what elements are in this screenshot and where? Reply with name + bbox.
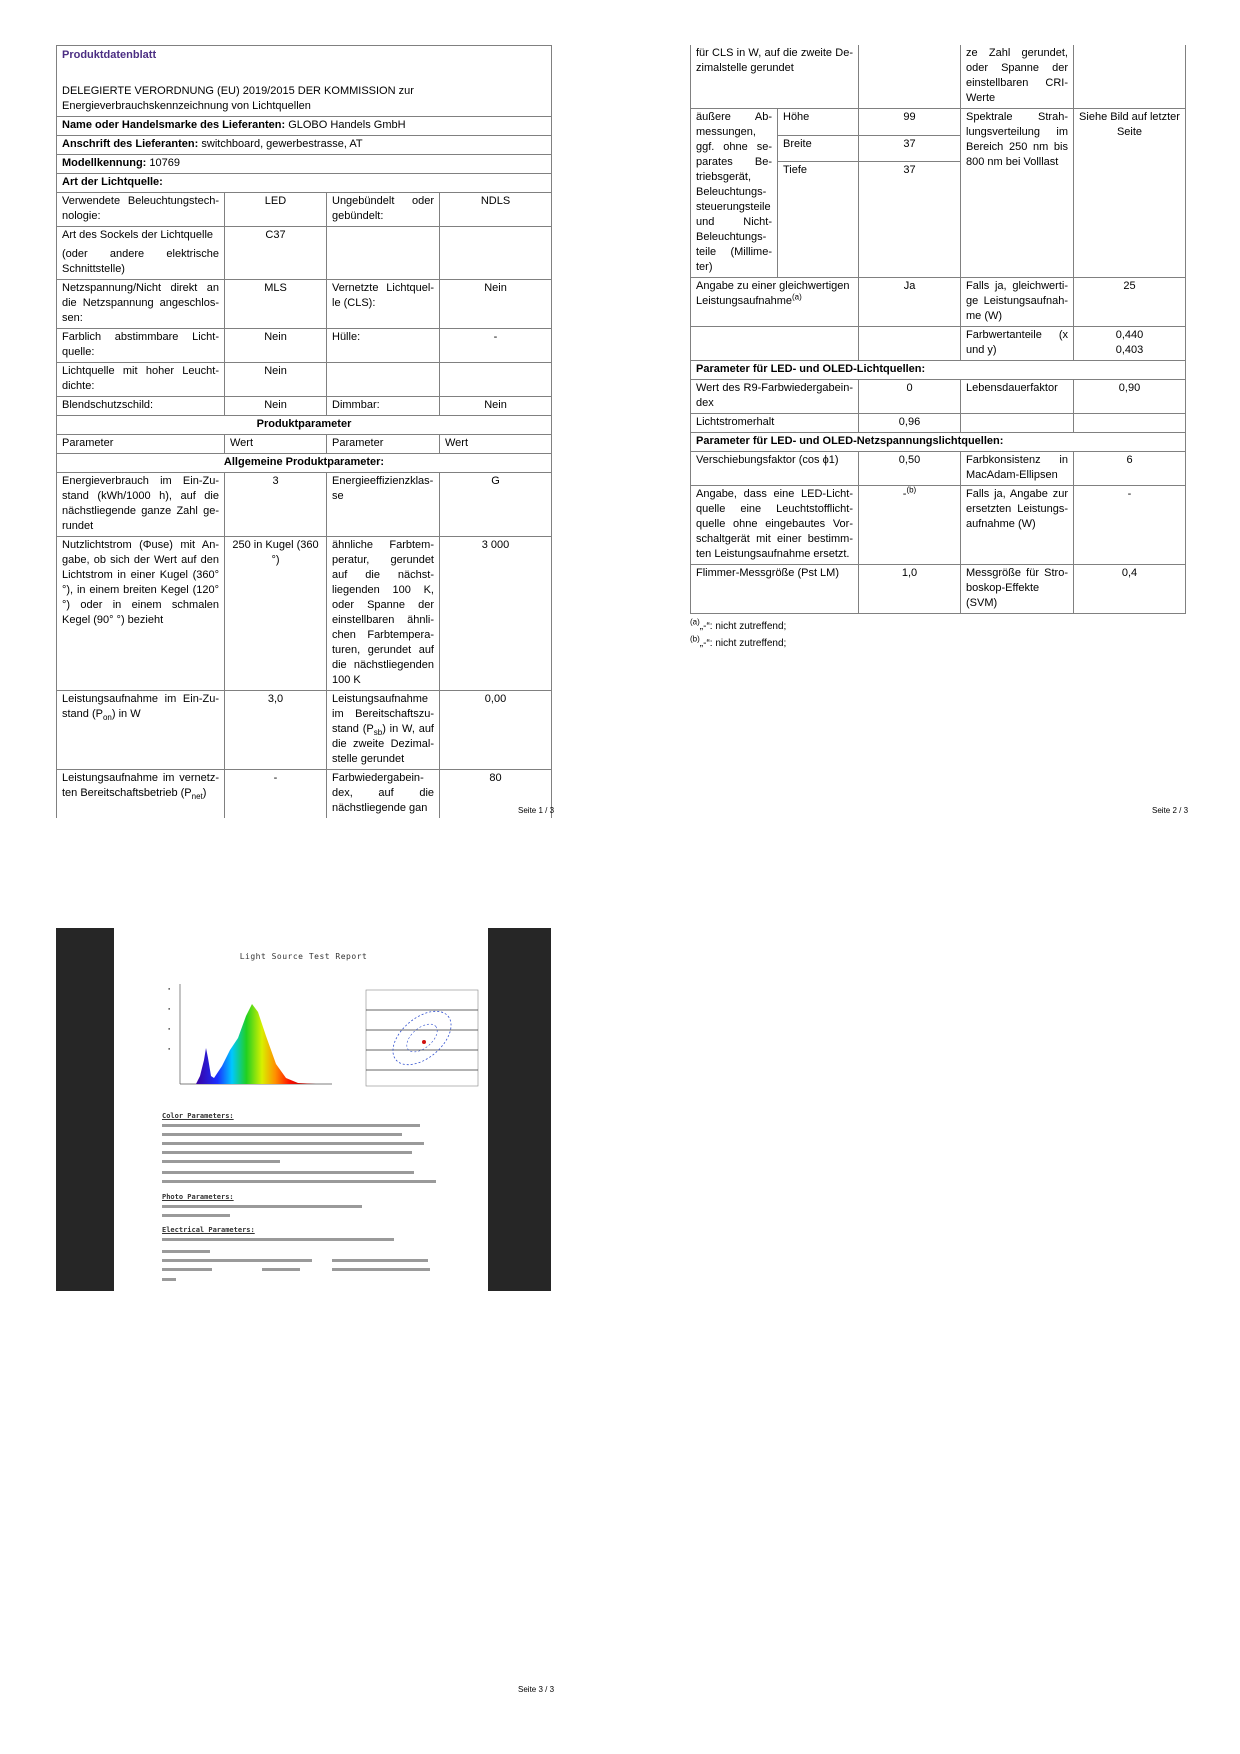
param-value: 0,96: [859, 414, 961, 433]
param-label: Ungebündelt oder gebündelt:: [327, 193, 440, 227]
model-label: Modellkennung:: [62, 157, 147, 169]
label-subscript: on: [102, 713, 112, 723]
table-row: [57, 329, 552, 363]
param-label: äußere Abmessungen, ggf. ohne separates Betriebsgerät, Beleuchtungssteuerungsteile und Nicht-Beleuchtungsteile (Millimeter): [691, 109, 778, 278]
param-label: ze Zahl gerundet, oder Spanne der einstellbaren CRI-Werte: [961, 45, 1074, 109]
param-value: -: [440, 329, 552, 363]
table-row: [57, 363, 552, 397]
report-text-line: [262, 1268, 300, 1271]
label-text: Leistungsaufnahme im vernetzten Bereitschaftsbetrieb (P: [62, 772, 219, 799]
param-label: Lebensdauerfaktor: [961, 380, 1074, 414]
footnotes: [690, 618, 1185, 652]
footnote-b: [690, 635, 1185, 652]
param-label: [57, 691, 225, 770]
param-value: C37: [225, 227, 327, 280]
report-title: Light Source Test Report: [239, 952, 368, 961]
param-value: 0,00: [440, 691, 552, 770]
param-label: Wert des R9-Farbwiedergabeindex: [691, 380, 859, 414]
param-value: [440, 363, 552, 397]
label-text: Angabe zu einer gleichwertigen Leistungsaufnahme: [696, 280, 850, 307]
label-text: Leistungsaufnahme im Bereitschaftszustand (P: [332, 693, 434, 735]
label-subscript: net: [191, 792, 203, 802]
param-label: Energieverbrauch im Ein-Zustand (kWh/1000 h), auf die nächstliegende ganze Zahl gerundet: [57, 473, 225, 537]
dim-filler: [859, 188, 961, 278]
label-text: ) in W, auf die zweite Dezimalstelle gerundet: [332, 723, 434, 765]
param-value: Nein: [225, 329, 327, 363]
param-value: G: [440, 473, 552, 537]
param-label: Dimmbar:: [327, 397, 440, 416]
param-label: Spektrale Strahlungsverteilung im Bereich 250 nm bis 800 nm bei Volllast: [961, 109, 1074, 278]
param-value: [1074, 327, 1186, 361]
table-row: [691, 452, 1186, 486]
photo-params-heading: Photo Parameters:: [162, 1193, 234, 1201]
param-label: Farbkonsistenz in MacAdam-Ellipsen: [961, 452, 1074, 486]
dim-label: Tiefe: [778, 162, 859, 188]
param-label: für CLS in W, auf die zweite Dezimalstelle gerundet: [691, 45, 859, 109]
column-header: Wert: [440, 435, 552, 454]
column-header: Parameter: [57, 435, 225, 454]
datasheet-table-page2: [690, 45, 1186, 614]
param-label: [57, 227, 225, 280]
param-value: [859, 45, 961, 109]
footnote-ref: (b): [906, 485, 917, 495]
param-value: Nein: [440, 397, 552, 416]
report-text-line: [162, 1259, 312, 1262]
product-params-heading: Produktparameter: [57, 416, 552, 435]
report-text-line: [162, 1142, 424, 1145]
param-value: 80: [440, 770, 552, 819]
report-text-line: [162, 1151, 412, 1154]
mains-params-heading: Parameter für LED- und OLED-Netzspannungslichtquellen:: [691, 433, 1186, 452]
footnote-text: „-“: nicht zutreffend;: [699, 638, 787, 649]
right-dark-bar: [488, 928, 551, 1291]
param-label: Messgröße für Stroboskop-Effekte (SVM): [961, 565, 1074, 614]
supplier-name-row: [57, 117, 552, 136]
param-value: 0,50: [859, 452, 961, 486]
regulation-text: DELEGIERTE VERORDNUNG (EU) 2019/2015 DER KOMMISSION zur Energieverbrauchskennzeichnung von Lichtquellen: [57, 84, 552, 117]
color-params-heading: Color Parameters:: [162, 1112, 234, 1120]
param-value: Nein: [225, 363, 327, 397]
dim-value: 37: [859, 135, 961, 162]
param-label: Falls ja, gleichwertige Leistungsaufnahme (W): [961, 278, 1074, 327]
label-text: Leistungsaufnahme im Ein-Zustand (P: [62, 693, 219, 720]
dim-filler: [778, 188, 859, 278]
table-row: [57, 397, 552, 416]
param-label: Falls ja, Angabe zur ersetzten Leistungsaufnahme (W): [961, 486, 1074, 565]
report-text-line: [162, 1160, 280, 1163]
footnote-mark: (a): [690, 617, 700, 627]
param-label: Farbwiedergabeindex, auf die nächstliegende gan: [327, 770, 440, 819]
page-number: Seite 2 / 3: [1152, 806, 1189, 815]
param-label: Flimmer-Messgröße (Pst LM): [691, 565, 859, 614]
param-value: 0,4: [1074, 565, 1186, 614]
empty-cell: [961, 414, 1074, 433]
supplier-address-label: Anschrift des Lieferanten:: [62, 138, 199, 150]
label-text: ): [202, 787, 207, 799]
table-row: [691, 45, 1186, 109]
param-value: [440, 227, 552, 280]
report-text-line: [162, 1171, 414, 1174]
param-value: 250 in Kugel (360 °): [225, 537, 327, 691]
param-label: [691, 278, 859, 327]
empty-cell: [859, 327, 961, 361]
param-label: Lichtquelle mit hoher Leuchtdichte:: [57, 363, 225, 397]
supplier-name-label: Name oder Handelsmarke des Lieferanten:: [62, 119, 286, 131]
table-row: [57, 691, 552, 770]
param-value: 1,0: [859, 565, 961, 614]
param-label-line: (oder andere elektrische Schnittstelle): [62, 248, 219, 275]
param-value: 6: [1074, 452, 1186, 486]
dim-label: Breite: [778, 135, 859, 162]
column-header: Parameter: [327, 435, 440, 454]
param-value: 3,0: [225, 691, 327, 770]
report-text-line: [332, 1268, 430, 1271]
param-label: Farbwertanteile (x und y): [961, 327, 1074, 361]
page-number: Seite 1 / 3: [518, 806, 555, 815]
led-params-heading: Parameter für LED- und OLED-Lichtquellen:: [691, 361, 1186, 380]
param-value: [859, 486, 961, 565]
supplier-address-value: switchboard, gewerbestrasse, AT: [201, 138, 363, 150]
param-label: [57, 770, 225, 819]
param-label: Energieeffizienzklasse: [327, 473, 440, 537]
table-row: [57, 537, 552, 691]
param-label: Verwendete Beleuchtungstechnologie:: [57, 193, 225, 227]
report-text-line: [162, 1180, 436, 1183]
param-value: Siehe Bild auf letzter Seite: [1074, 109, 1186, 278]
chroma-y: 0,403: [1115, 344, 1144, 356]
table-row: [691, 380, 1186, 414]
column-header: Wert: [225, 435, 327, 454]
param-label: [327, 363, 440, 397]
table-row: [691, 278, 1186, 327]
table-row: [691, 565, 1186, 614]
test-report-image: [56, 928, 551, 1291]
param-label: Nutzlichtstrom (Φuse) mit Angabe, ob sich der Wert auf den Lichtstrom in einer Kugel (360° °), in einem breiten Kegel (120° °) oder in einem schmalen Kegel (90° °) bezieht: [57, 537, 225, 691]
label-text: ) in W: [111, 708, 141, 720]
param-label: Lichtstromerhalt: [691, 414, 859, 433]
dim-value: 37: [859, 162, 961, 188]
param-label: Angabe, dass eine LED-Lichtquelle eine Leuchtstofflichtquelle ohne eingebautes Vorschaltgerät mit einer bestimmten Leistungsaufnahme ersetzt.: [691, 486, 859, 565]
param-value: 25: [1074, 278, 1186, 327]
chroma-x: 0,440: [1115, 329, 1144, 341]
dim-label: Höhe: [778, 109, 859, 136]
param-label: Hülle:: [327, 329, 440, 363]
param-value: 3: [225, 473, 327, 537]
param-label: Farblich abstimmbare Lichtquelle:: [57, 329, 225, 363]
label-subscript: sb: [373, 728, 383, 738]
datasheet-table-page1: [56, 45, 555, 818]
left-dark-bar: [56, 928, 114, 1291]
svg-text:▪: ▪: [168, 1006, 171, 1011]
param-label: ähnliche Farbtemperatur, gerundet auf die nächstliegenden 100 K, oder Spanne der einstellbaren ähnlichen Farbtemperaturen, gerundet auf die nächstliegenden 100 K: [327, 537, 440, 691]
param-value: -: [1074, 486, 1186, 565]
svg-text:▪: ▪: [168, 1046, 171, 1051]
value-text: -: [902, 488, 907, 500]
model-value: 10769: [149, 157, 180, 169]
page-2: [690, 45, 1185, 652]
table-row: [57, 473, 552, 537]
footnote-a: [690, 618, 1185, 635]
report-text-line: [162, 1250, 210, 1253]
empty-cell: [691, 327, 859, 361]
report-text-line: [162, 1238, 394, 1241]
param-value: Nein: [225, 397, 327, 416]
report-text-line: [162, 1205, 362, 1208]
footnote-text: „-“: nicht zutreffend;: [699, 621, 787, 632]
param-value: [1074, 45, 1186, 109]
param-value: LED: [225, 193, 327, 227]
table-row: [57, 280, 552, 329]
param-value: Ja: [859, 278, 961, 327]
cie-chromaticity-chart: [358, 980, 484, 1098]
param-value: NDLS: [440, 193, 552, 227]
report-text-line: [332, 1259, 428, 1262]
footnote-mark: (b): [690, 634, 700, 644]
param-label: [327, 691, 440, 770]
report-text-line: [162, 1214, 230, 1217]
light-source-type-heading: Art der Lichtquelle:: [57, 174, 552, 193]
param-value: 3 000: [440, 537, 552, 691]
empty-cell: [1074, 414, 1186, 433]
supplier-name-value: GLOBO Handels GmbH: [288, 119, 406, 131]
model-row: [57, 155, 552, 174]
footnote-ref: (a): [792, 292, 802, 302]
table-row: [57, 227, 552, 280]
page-title: Produktdatenblatt: [57, 46, 552, 85]
table-row: [691, 109, 1186, 136]
svg-text:▪: ▪: [168, 986, 171, 991]
page-number: Seite 3 / 3: [518, 1685, 555, 1694]
table-row: [57, 770, 552, 819]
table-row: [691, 486, 1186, 565]
param-label: Netzspannung/Nicht direkt an die Netzspannung angeschlossen:: [57, 280, 225, 329]
param-value: Nein: [440, 280, 552, 329]
table-row: [691, 414, 1186, 433]
supplier-address-row: [57, 136, 552, 155]
param-value: MLS: [225, 280, 327, 329]
param-value: 0: [859, 380, 961, 414]
param-label: Verschiebungsfaktor (cos ϕ1): [691, 452, 859, 486]
table-row: [691, 327, 1186, 361]
report-text-line: [162, 1133, 402, 1136]
report-text-line: [162, 1278, 176, 1281]
dim-value: 99: [859, 109, 961, 136]
param-value: -: [225, 770, 327, 819]
param-label-line: Art des Sockels der Lichtquelle: [62, 229, 214, 241]
param-value: 0,90: [1074, 380, 1186, 414]
table-row: [57, 193, 552, 227]
param-label: Blendschutzschild:: [57, 397, 225, 416]
param-label: Vernetzte Lichtquelle (CLS):: [327, 280, 440, 329]
table-header-row: [57, 435, 552, 454]
report-text-line: [162, 1124, 420, 1127]
page-1: [56, 45, 551, 818]
spectrum-graph: [166, 980, 338, 1098]
report-text-line: [162, 1268, 212, 1271]
general-params-heading: Allgemeine Produktparameter:: [57, 454, 552, 473]
electrical-params-heading: Electrical Parameters:: [162, 1226, 255, 1234]
param-label: [327, 227, 440, 280]
svg-text:▪: ▪: [168, 1026, 171, 1031]
